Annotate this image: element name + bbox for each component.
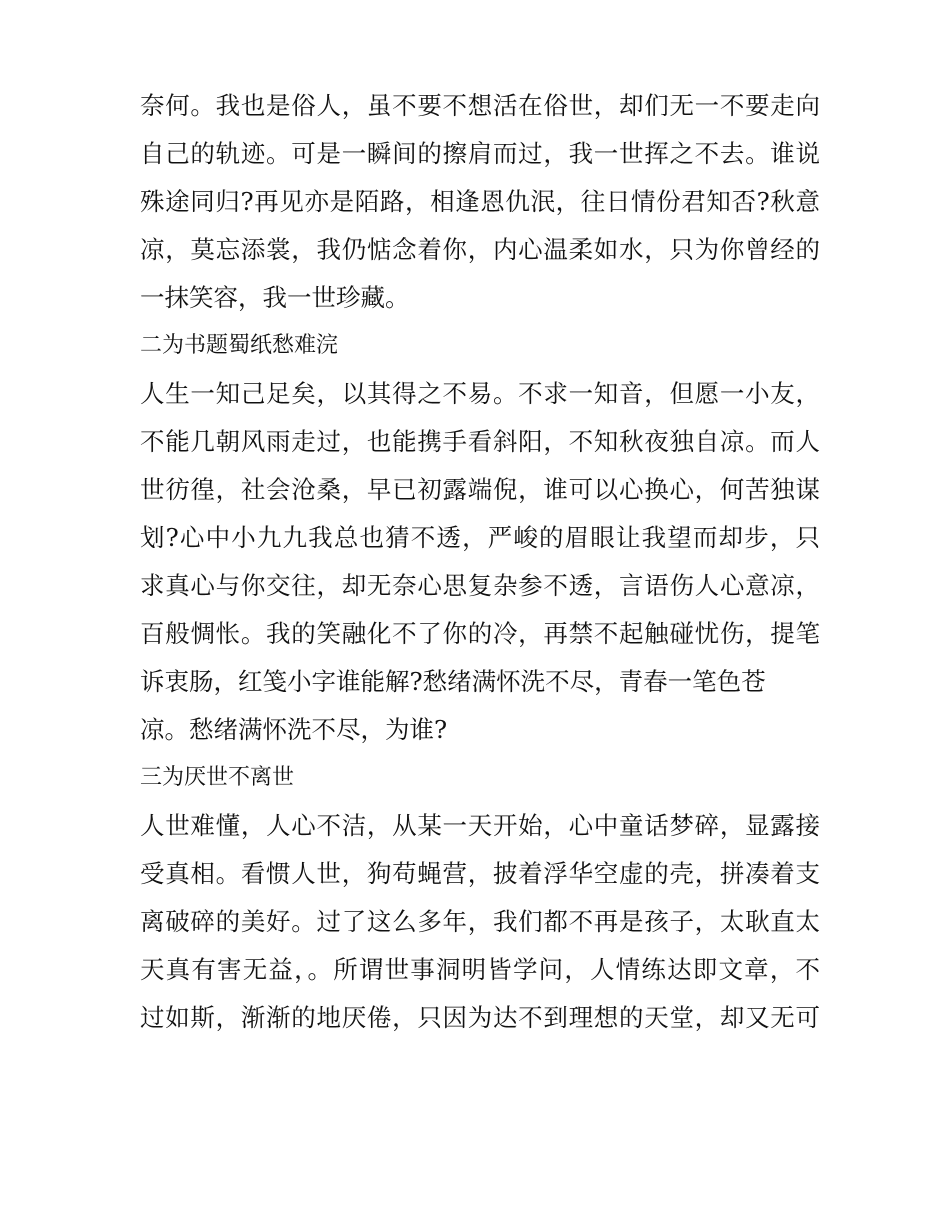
paragraph-line: 百般惆怅。我的笑融化不了你的冷，再禁不起触碰忧伤，提笔 xyxy=(140,619,820,648)
paragraph-line: 过如斯，渐渐的地厌倦，只因为达不到理想的天堂，却又无可 xyxy=(140,1003,820,1032)
section-heading: 三为厌世不离世 xyxy=(140,765,295,790)
paragraph-line: 自己的轨迹。可是一瞬间的擦肩而过，我一世挥之不去。谁说 xyxy=(140,139,820,168)
paragraph-line: 人生一知己足矣，以其得之不易。不求一知音，但愿一小友， xyxy=(140,379,820,408)
paragraph-line: 受真相。看惯人世，狗苟蝇营，披着浮华空虚的壳，拼凑着支 xyxy=(140,859,820,888)
paragraph-line: 世彷徨，社会沧桑，早已初露端倪，谁可以心换心，何苦独谋 xyxy=(140,475,820,504)
section-heading: 二为书题蜀纸愁难浣 xyxy=(140,333,339,358)
paragraph-line: 一抹笑容，我一世珍藏。 xyxy=(140,283,410,312)
paragraph-line: 离破碎的美好。过了这么多年，我们都不再是孩子，太耿直太 xyxy=(140,907,820,936)
paragraph-line: 天真有害无益，。所谓世事洞明皆学问，人情练达即文章，不 xyxy=(140,955,820,984)
paragraph-line: 凉，莫忘添裳，我仍惦念着你，内心温柔如水，只为你曾经的 xyxy=(140,235,820,264)
paragraph-line: 凉。愁绪满怀洗不尽，为谁? xyxy=(140,715,448,744)
document-body xyxy=(140,82,820,1042)
paragraph-line: 求真心与你交往，却无奈心思复杂参不透，言语伤人心意凉， xyxy=(140,571,820,600)
paragraph-line: 不能几朝风雨走过，也能携手看斜阳，不知秋夜独自凉。而人 xyxy=(140,427,820,456)
paragraph-line: 人世难懂，人心不洁，从某一天开始，心中童话梦碎，显露接 xyxy=(140,811,820,840)
paragraph-line: 划?心中小九九我总也猜不透，严峻的眉眼让我望而却步，只 xyxy=(140,523,820,552)
paragraph-line: 奈何。我也是俗人，虽不要不想活在俗世，却们无一不要走向 xyxy=(140,91,820,120)
paragraph-line: 诉衷肠，红笺小字谁能解?愁绪满怀洗不尽，青春一笔色苍 xyxy=(140,667,766,696)
paragraph-line: 殊途同归?再见亦是陌路，相逢恩仇泯，往日情份君知否?秋意 xyxy=(140,187,820,216)
